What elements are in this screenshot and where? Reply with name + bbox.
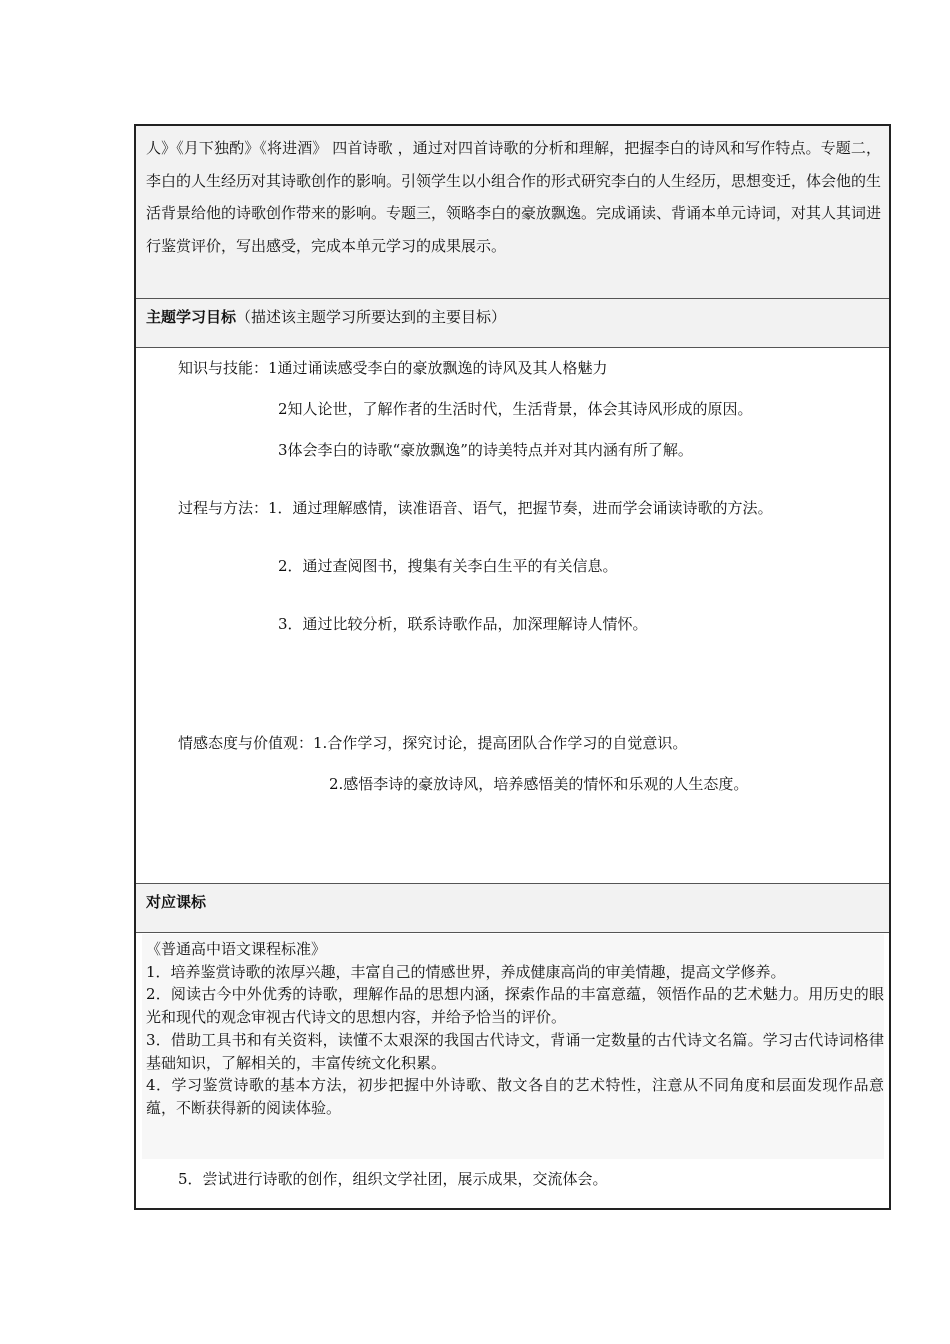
curriculum-standard-header [136, 884, 889, 933]
process-line-1 [178, 497, 773, 518]
knowledge-item: 1通过诵读感受李白的豪放飘逸的诗风及其人格魅力 [268, 359, 608, 377]
process-label: 过程与方法： [178, 499, 269, 517]
emotion-item: 2.感悟李诗的豪放诗风，培养感悟美的情怀和乐观的人生态度。 [329, 775, 749, 793]
curriculum-standard-item-5: 5．尝试进行诗歌的创作，组织文学社团，展示成果，交流体会。 [178, 1170, 608, 1188]
process-item: 1．通过理解感情，读准语音、语气，把握节奏，进而学会诵读诗歌的方法。 [268, 499, 773, 517]
topic-description-text: 人》《月下独酌》《将进酒》 四首诗歌 ，通过对四首诗歌的分析和理解，把握李白的诗风和写作特点。专题二，李白的人生经历对其诗歌创作的影响。引领学生以小组合作的形式研究李白的人生经历，思想变迁，体会他的生活背景给他的诗歌创作带来的影响。专题三，领略李白的豪放飘逸。完成诵读、背诵本单元诗词，对其人其词进行鉴赏评价，写出感受，完成本单元学习的成果展示。 [146, 139, 882, 255]
emotion-item: 1.合作学习，探究讨论，提高团队合作学习的自觉意识。 [313, 734, 688, 752]
learning-goals-note: （描述该主题学习所要达到的主要目标） [236, 308, 507, 326]
knowledge-line-1 [178, 357, 608, 378]
lesson-plan-table [134, 124, 891, 1210]
process-item: 3．通过比较分析，联系诗歌作品，加深理解诗人情怀。 [278, 615, 648, 633]
curriculum-standard-cell [136, 933, 889, 1208]
emotion-line-1 [178, 732, 687, 753]
emotion-label: 情感态度与价值观： [178, 734, 314, 752]
knowledge-item: 2知人论世，了解作者的生活时代，生活背景，体会其诗风形成的原因。 [278, 400, 753, 418]
curriculum-standard-box [142, 934, 884, 1159]
curriculum-standard-text: 《普通高中语文课程标准》 1．培养鉴赏诗歌的浓厚兴趣，丰富自己的情感世界，养成健康高尚的审美情趣，提高文学修养。 2．阅读古今中外优秀的诗歌，理解作品的思想内涵，探索作品的丰富意蕴，领悟作品的艺术魅力。用历史的眼光和现代的观念审视古代诗文的思想内容，并给予恰当的评价。 3．借助工具书和有关资料，读懂不太艰深的我国古代诗文，背诵一定数量的古代诗文名篇。学习古代诗词格律基础知识，了解相关的，丰富传统文化积累。 4．学习鉴赏诗歌的基本方法，初步把握中外诗歌、散文各自的艺术特性，注意从不同角度和层面发现作品意蕴，不断获得新的阅读体验。 [146, 940, 884, 1117]
knowledge-item: 3体会李白的诗歌“豪放飘逸”的诗美特点并对其内涵有所了解。 [278, 441, 693, 459]
learning-goals-header [136, 299, 889, 348]
learning-goals-title: 主题学习目标 [146, 308, 237, 326]
learning-goals-cell [136, 348, 889, 884]
process-item: 2．通过查阅图书，搜集有关李白生平的有关信息。 [278, 557, 618, 575]
knowledge-label: 知识与技能： [178, 359, 269, 377]
curriculum-standard-title: 对应课标 [146, 893, 207, 911]
topic-description-cell [136, 126, 889, 299]
